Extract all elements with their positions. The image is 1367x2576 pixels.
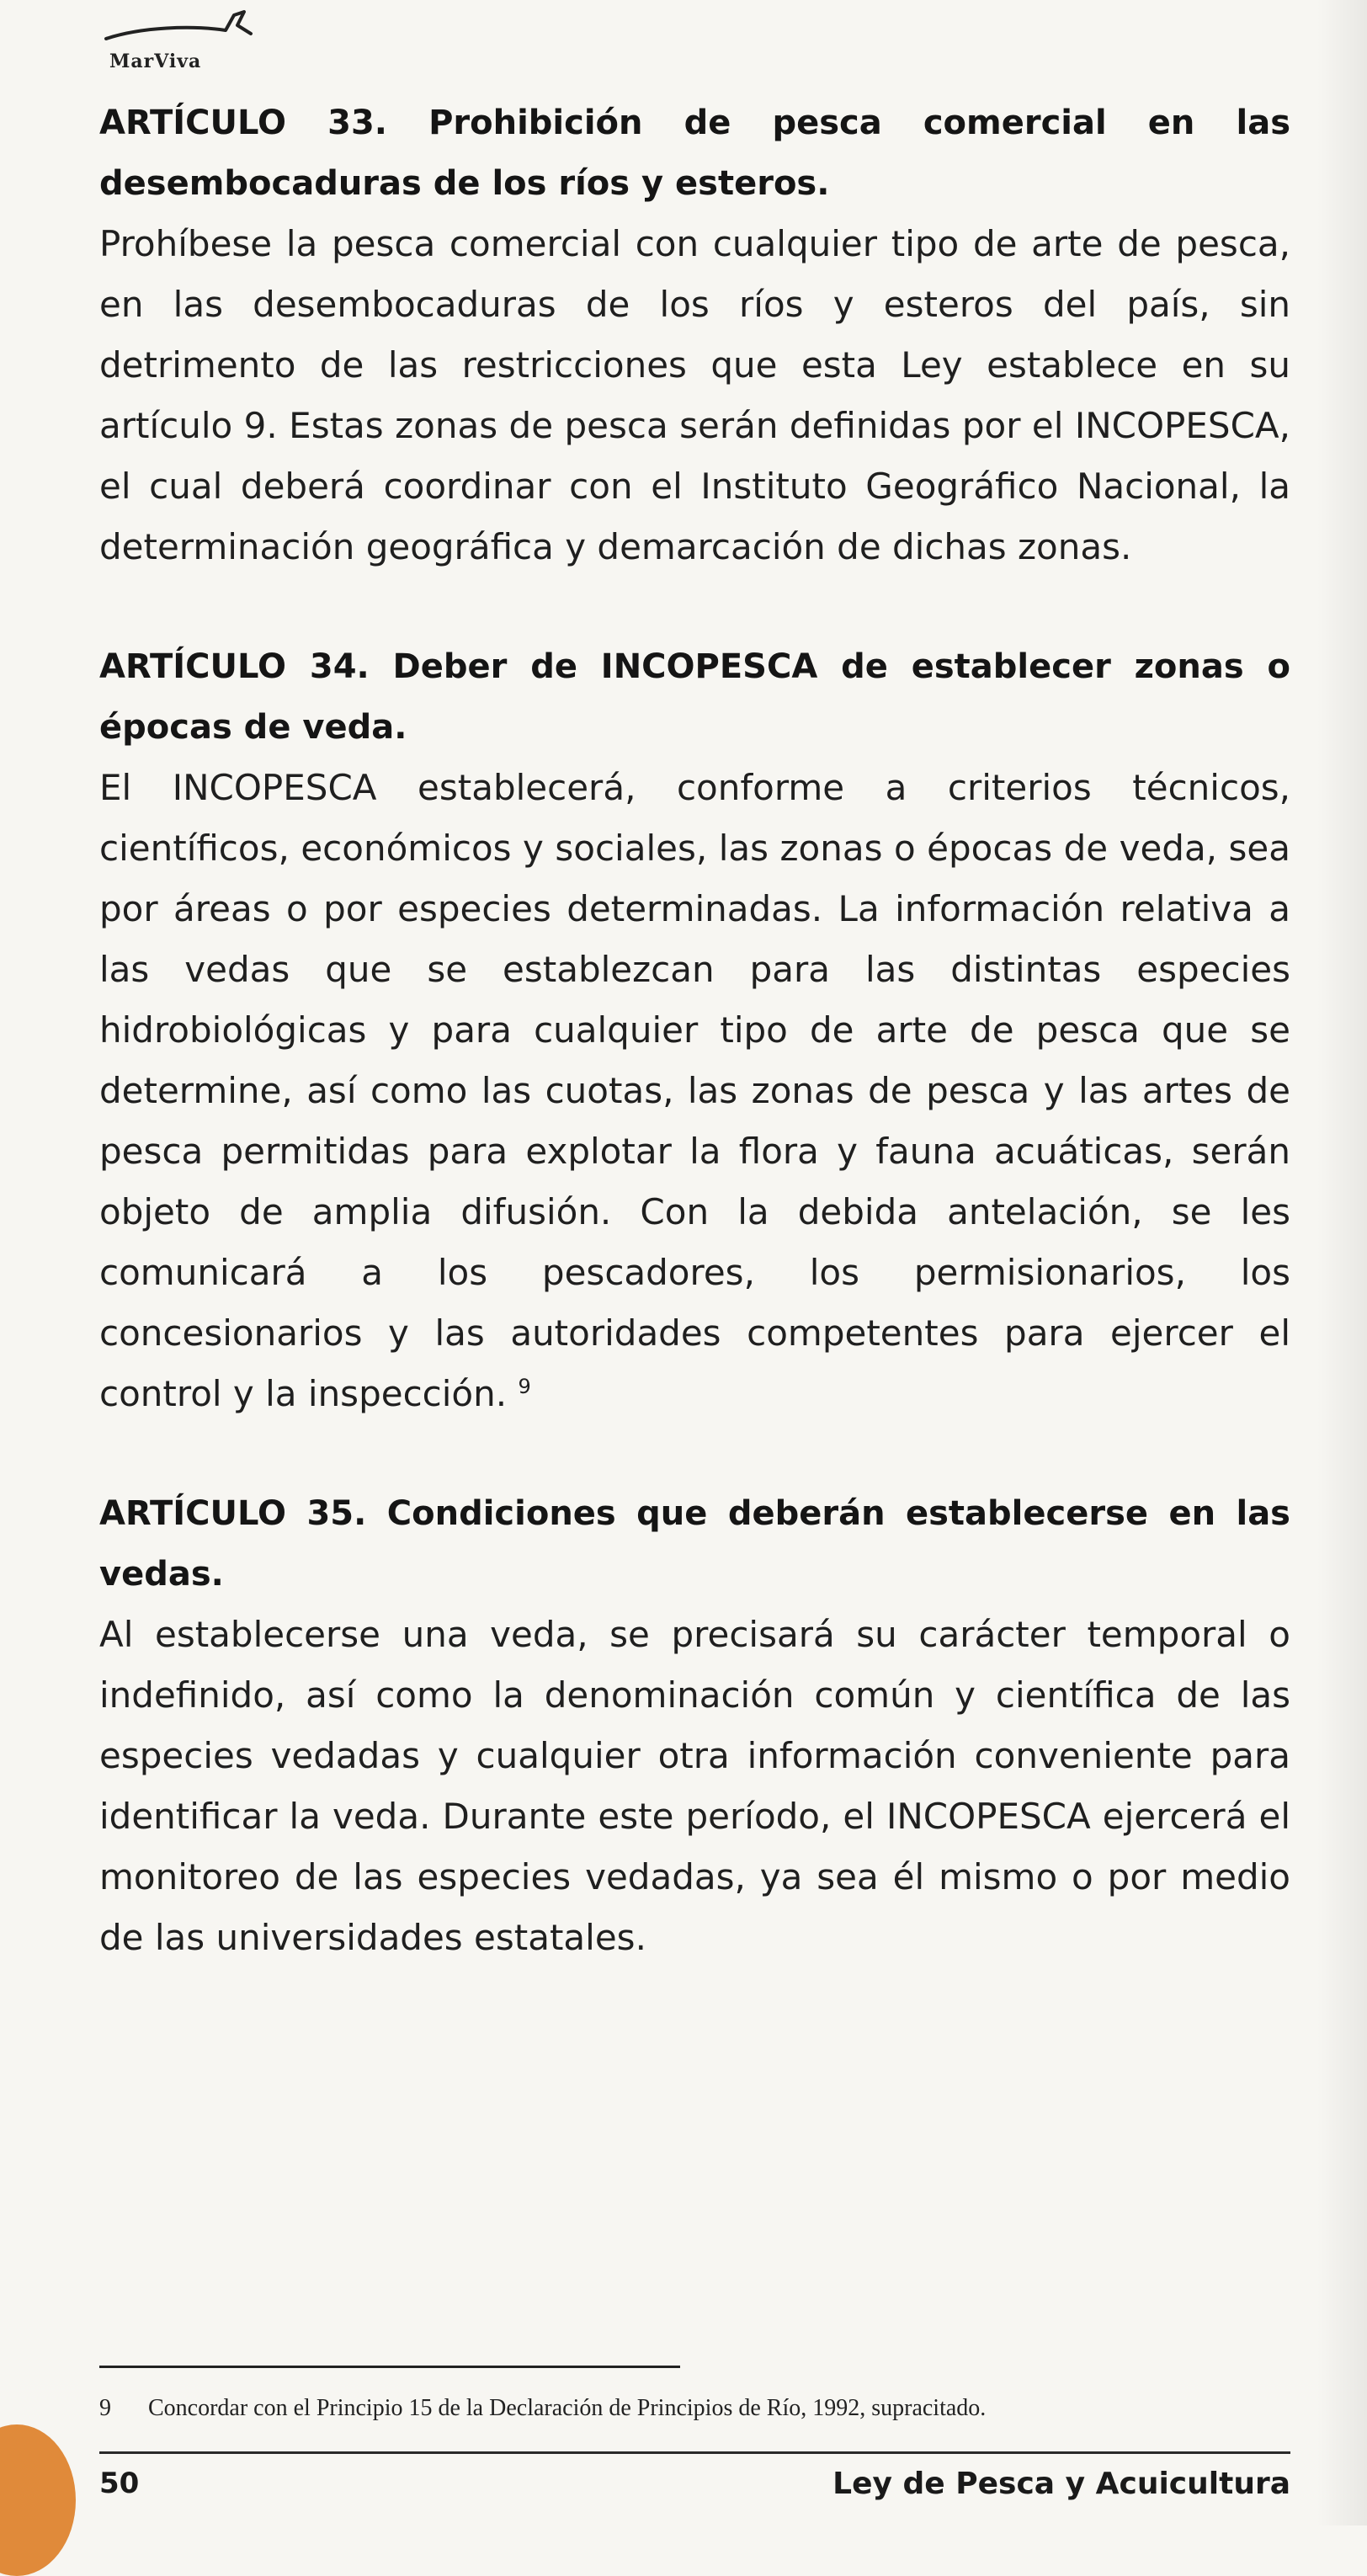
footnote	[99, 2395, 1295, 2422]
article-text: Prohíbese la pesca comercial con cualquier tipo de arte de pesca, en las desembocaduras de los ríos y esteros del país, sin detrimento de las restricciones que esta Ley establece en su artículo 9. Estas zonas de pesca serán definidas por el INCOPESCA, el cual deberá coordinar con el Instituto Geográfico Nacional, la determinación geográfica y demarcación de dichas zonas.	[99, 223, 1290, 567]
page-edge-shadow	[1316, 0, 1367, 2525]
article-text	[99, 758, 1290, 1424]
wave-fin-icon	[99, 5, 268, 56]
article-title: ARTÍCULO 34. Deber de INCOPESCA de establecer zonas o épocas de veda.	[99, 647, 1290, 747]
marviva-logo	[99, 5, 268, 72]
footnote-text: Concordar con el Principio 15 de la Declaración de Principios de Río, 1992, supracitado.	[148, 2395, 987, 2421]
article-title: ARTÍCULO 35. Condiciones que deberán establecerse en las vedas.	[99, 1494, 1290, 1594]
article-34	[99, 636, 1290, 1424]
footer-divider	[99, 2451, 1290, 2454]
article-text-content: El INCOPESCA establecerá, conforme a criterios técnicos, científicos, económicos y sociales, las zonas o épocas de veda, sea por áreas o por especies determinadas. La información relativa a las vedas que se establezcan para las distintas especies hidrobiológicas y para cualquier tipo de arte de pesca que se determine, así como las cuotas, las zonas de pesca y las artes de pesca permitidas para explotar la flora y fauna acuáticas, serán objeto de amplia difusión. Con la debida antelación, se les comunicará a los pescadores, los permisionarios, los concesionarios y las autoridades competentes para ejercer el control y la inspección.	[99, 767, 1290, 1414]
footnote-divider	[99, 2366, 680, 2368]
article-title: ARTÍCULO 33. Prohibición de pesca comercial en las desembocaduras de los ríos y esteros.	[99, 104, 1290, 203]
footnote-reference: 9	[518, 1375, 531, 1398]
page-number: 50	[99, 2467, 140, 2500]
document-body	[99, 93, 1290, 2027]
running-title: Ley de Pesca y Acuicultura	[832, 2467, 1290, 2501]
article-text: Al establecerse una veda, se precisará su carácter temporal o indefinido, así como la denominación común y científica de las especies vedadas y cualquier otra información conveniente para identificar la veda. Durante este período, el INCOPESCA ejercerá el monitoreo de las especies vedadas, ya sea él mismo o por medio de las universidades estatales.	[99, 1614, 1290, 1958]
orange-corner-decoration	[0, 2424, 76, 2576]
article-33	[99, 93, 1290, 577]
article-35	[99, 1483, 1290, 1968]
footnote-number: 9	[99, 2395, 111, 2421]
logo-wordmark: MarViva	[109, 51, 202, 72]
